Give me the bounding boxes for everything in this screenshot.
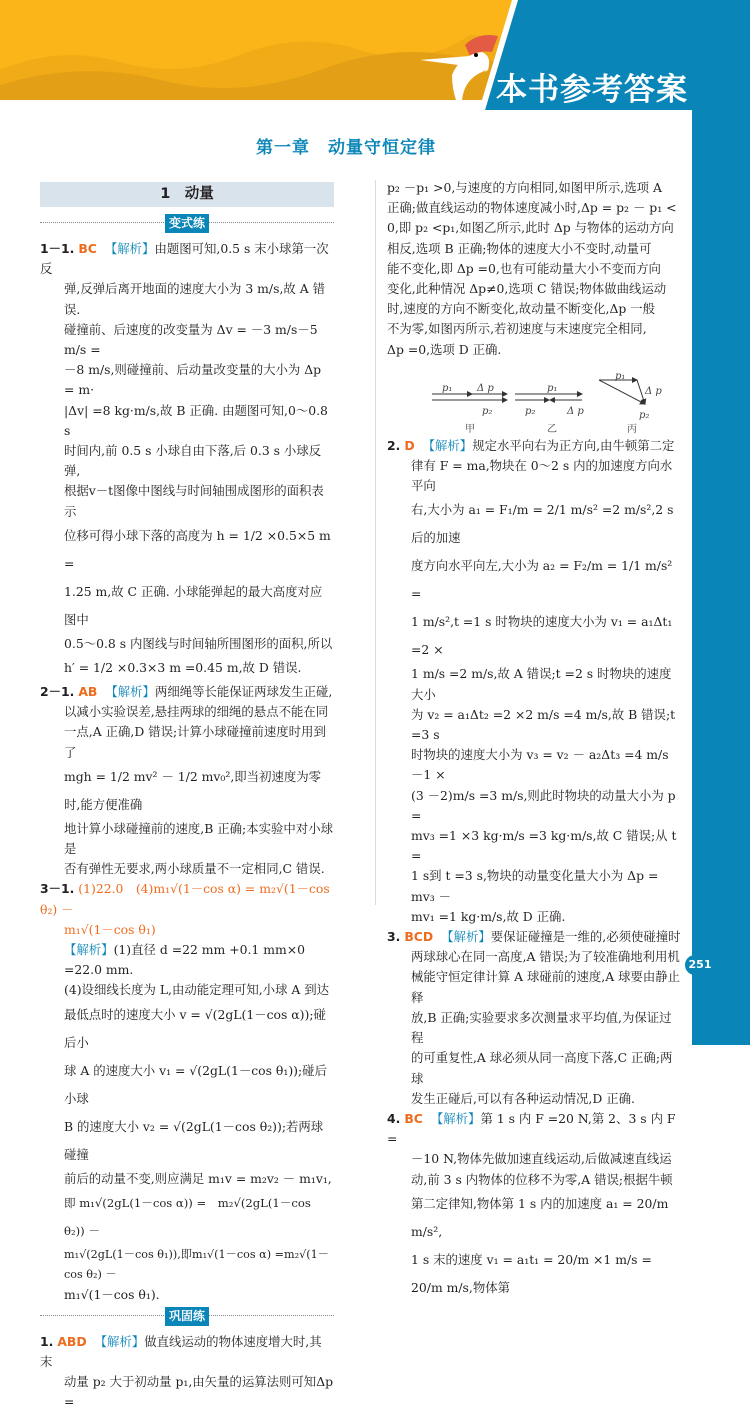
text-line: 1 m/s =2 m/s,故 A 错误;t =2 s 时物块的速度大小: [387, 664, 682, 704]
text-line: 两球球心在同一高度,A 错误;为了较准确地利用机: [387, 947, 682, 967]
text-line: (1)直径 d =22 mm +0.1 mm×0 =22.0 mm.: [64, 942, 305, 977]
text-line: 地计算小球碰撞前的速度,B 正确;本实验中对小球是: [40, 819, 334, 859]
caption-bing: 丙: [627, 420, 637, 440]
text-line: |Δv| =8 kg·m/s,故 B 正确. 由题图可知,0～0.8 s: [40, 401, 334, 441]
text-line: B 的速度大小 v₂ = √(2gL(1－cos θ₂));若两球碰撞: [40, 1113, 334, 1169]
answer-1: [40, 1332, 334, 1412]
text-line: 发生正碰后,可以有各种运动情况,D 正确.: [387, 1089, 682, 1109]
question-number: 1.: [40, 1334, 53, 1349]
caption-jia: 甲: [465, 420, 475, 440]
label-p2: p₂: [525, 402, 535, 422]
subsection-gonggu: [40, 1308, 334, 1328]
answer-key: BCD: [404, 929, 433, 944]
answer-key: BC: [404, 1111, 423, 1126]
answer-2-1: [40, 682, 334, 879]
label-p2: p₂: [639, 406, 649, 426]
text-line: Δp =0,选项 D 正确.: [387, 340, 682, 360]
analysis-label: 【解析】: [431, 1111, 481, 1126]
text-line: 要保证碰撞是一维的,必须使碰撞时: [491, 929, 681, 944]
text-line: 一点,A 正确,D 错误;计算小球碰撞前速度时用到了: [40, 722, 334, 762]
answer-1-1: [40, 239, 334, 682]
text-line: 规定水平向右为正方向,由牛顿第二定: [472, 438, 674, 453]
text-line: mgh = 1/2 mv² － 1/2 mv₀²,即当初速度为零时,能方便准确: [40, 763, 334, 819]
left-column: [40, 182, 334, 1412]
vector-diagram: [387, 364, 682, 434]
text-line: 时物块的速度大小为 v₃ = v₂ － a₂Δt₃ =4 m/s －1 ×: [387, 745, 682, 785]
text-line: 以减小实验误差,悬挂两球的细绳的悬点不能在同: [40, 702, 334, 722]
banner-title: 本书参考答案: [496, 70, 688, 110]
text-line: 1.25 m,故 C 正确. 小球能弹起的最大高度对应图中: [40, 578, 334, 634]
subsection-bianshi: [40, 215, 334, 235]
label-p1: p₁: [615, 367, 625, 387]
label-dp: Δ p: [477, 379, 494, 399]
right-column: [387, 178, 682, 1302]
text-line: 时间内,前 0.5 s 小球自由下落,后 0.3 s 小球反弹,: [40, 441, 334, 481]
label-p1: p₁: [442, 379, 452, 399]
text-line: 动量 p₂ 大于初动量 p₁,由矢量的运算法则可知Δp =: [40, 1372, 334, 1412]
answer-2: [387, 436, 682, 927]
text-line: 律有 F = ma,物块在 0～2 s 内的加速度方向水平向: [387, 456, 682, 496]
text-line: 的可重复性,A 球必须从同一高度下落,C 正确;两球: [387, 1048, 682, 1088]
text-line: 相反,选项 B 正确;物体的速度大小不变时,动量可: [387, 239, 682, 259]
question-number: 2.: [387, 438, 400, 453]
text-line: p₂ －p₁ >0,与速度的方向相同,如图甲所示,选项 A: [387, 178, 682, 198]
text-line: mv₃ =1 ×3 kg·m/s =3 kg·m/s,故 C 错误;从 t =: [387, 826, 682, 866]
text-line: 时,速度的方向不断变化,故动量不断变化,Δp 一般: [387, 299, 682, 319]
text-line: 为 v₂ = a₁Δt₂ =2 ×2 m/s =4 m/s,故 B 错误;t =3 s: [387, 705, 682, 745]
text-line: m₁√(1－cos θ₁).: [40, 1285, 334, 1305]
text-line: －8 m/s,则碰撞前、后动量改变量的大小为 Δp = m·: [40, 360, 334, 400]
text-line: 械能守恒定律计算 A 球碰前的速度,A 球要由静止释: [387, 967, 682, 1007]
text-line: 0,即 p₂ <p₁,如图乙所示,此时 Δp 与物体的运动方向: [387, 218, 682, 238]
caption-yi: 乙: [547, 420, 557, 440]
text-line: 弹,反弹后离开地面的速度大小为 3 m/s,故 A 错误.: [40, 279, 334, 319]
question-number: 4.: [387, 1111, 400, 1126]
column-divider: [375, 180, 376, 905]
question-number: 3.: [387, 929, 400, 944]
page-number: 251: [685, 955, 715, 975]
text-line: 前后的动量不变,则应满足 m₁v = m₂v₂ － m₁v₁,: [40, 1169, 334, 1189]
text-line: 变化,此种情况 Δp≠0,选项 C 错误;物体做曲线运动: [387, 279, 682, 299]
answer-key: (1)22.0 (4)m₁√(1－cos α) = m₂√(1－cos θ₂) －: [40, 881, 330, 916]
text-line: 动,前 3 s 内物体的位移不为零,A 错误;根据牛顿: [387, 1170, 682, 1190]
text-line: 放,B 正确;实验要求多次测量求平均值,为保证过程: [387, 1008, 682, 1048]
answer-key: D: [404, 438, 414, 453]
answer-key: AB: [78, 684, 97, 699]
text-line: 碰撞前、后速度的改变量为 Δv = －3 m/s－5 m/s =: [40, 320, 334, 360]
text-line: 1 s 末的速度 v₁ = a₁t₁ = 20/m ×1 m/s = 20/m m/s,物体第: [387, 1246, 682, 1302]
section-title: 1 动量: [40, 182, 334, 207]
vector-arrows: [387, 364, 682, 434]
text-line: 球 A 的速度大小 v₁ = √(2gL(1－cos θ₁));碰后小球: [40, 1057, 334, 1113]
text-line: 1 s到 t =3 s,物块的动量变化量大小为 Δp = mv₃ －: [387, 866, 682, 906]
text-line: (3 －2)m/s =3 m/s,则此时物块的动量大小为 p =: [387, 786, 682, 826]
analysis-label: 【解析】: [105, 684, 155, 699]
answer-key: BC: [78, 241, 97, 256]
text-line: 两细绳等长能保证两球发生正碰,: [155, 684, 332, 699]
text-line: 1 m/s²,t =1 s 时物块的速度大小为 v₁ = a₁Δt₁ =2 ×: [387, 608, 682, 664]
analysis-label: 【解析】: [64, 942, 114, 957]
question-number: 1－1.: [40, 241, 74, 256]
subsection-label: 巩固练: [165, 1307, 209, 1326]
analysis-label: 【解析】: [441, 929, 491, 944]
text-line: 由题图可知,0.5 s 末小球第一次反: [40, 241, 329, 276]
text-line: h′ = 1/2 ×0.3×3 m =0.45 m,故 D 错误.: [40, 654, 334, 682]
text-line: 能不变化,即 Δp =0,也有可能动量大小不变而方向: [387, 259, 682, 279]
text-line: 正确;做直线运动的物体速度减小时,Δp = p₂ － p₁ <: [387, 198, 682, 218]
answer-4: [387, 1109, 682, 1302]
text-line: －10 N,物体先做加速直线运动,后做减速直线运: [387, 1149, 682, 1169]
text-line: mv₁ =1 kg·m/s,故 D 正确.: [387, 907, 682, 927]
label-dp: Δ p: [567, 402, 584, 422]
answer-3: [387, 927, 682, 1109]
answer-3-1: [40, 879, 334, 1305]
text-line: m₁√(2gL(1－cos θ₁)),即m₁√(1－cos α) =m₂√(1－cos θ₂) －: [40, 1245, 334, 1285]
answer-key-continued: m₁√(1－cos θ₁): [40, 920, 334, 940]
side-tab-bar: [692, 100, 750, 1045]
text-line: 第二定律知,物体第 1 s 内的加速度 a₁ = 20/m m/s²,: [387, 1190, 682, 1246]
question-number: 2－1.: [40, 684, 74, 699]
text-line: 度方向水平向左,大小为 a₂ = F₂/m = 1/1 m/s² =: [387, 552, 682, 608]
label-p1: p₁: [547, 379, 557, 399]
text-line: 根据v－t图像中图线与时间轴围成图形的面积表示: [40, 481, 334, 521]
answer-1-continued: [387, 178, 682, 360]
text-line: 否有弹性无要求,两小球质量不一定相同,C 错误.: [40, 859, 334, 879]
analysis-label: 【解析】: [423, 438, 473, 453]
subsection-label: 变式练: [165, 214, 209, 233]
question-number: 3－1.: [40, 881, 74, 896]
chapter-title: 第一章 动量守恒定律: [0, 133, 692, 158]
answer-key: ABD: [57, 1334, 86, 1349]
text-line: 即 m₁√(2gL(1－cos α)) = m₂√(2gL(1－cos θ₂)) －: [40, 1189, 334, 1245]
text-line: 做直线运动的物体速度增大时,其末: [40, 1334, 322, 1369]
text-line: 不为零,如图丙所示,若初速度与末速度完全相同,: [387, 319, 682, 339]
text-line: 最低点时的速度大小 v = √(2gL(1－cos α));碰后小: [40, 1001, 334, 1057]
text-line: 右,大小为 a₁ = F₁/m = 2/1 m/s² =2 m/s²,2 s 后的加速: [387, 496, 682, 552]
text-line: 位移可得小球下落的高度为 h = 1/2 ×0.5×5 m =: [40, 522, 334, 578]
text-line: 第 1 s 内 F =20 N,第 2、3 s 内 F =: [387, 1111, 676, 1146]
text-line: 0.5～0.8 s 内图线与时间轴所围图形的面积,所以: [40, 634, 334, 654]
analysis-label: 【解析】: [95, 1334, 145, 1349]
label-p2: p₂: [482, 402, 492, 422]
analysis-label: 【解析】: [105, 241, 155, 256]
label-dp: Δ p: [645, 382, 662, 402]
text-line: (4)设细线长度为 L,由动能定理可知,小球 A 到达: [40, 980, 334, 1000]
